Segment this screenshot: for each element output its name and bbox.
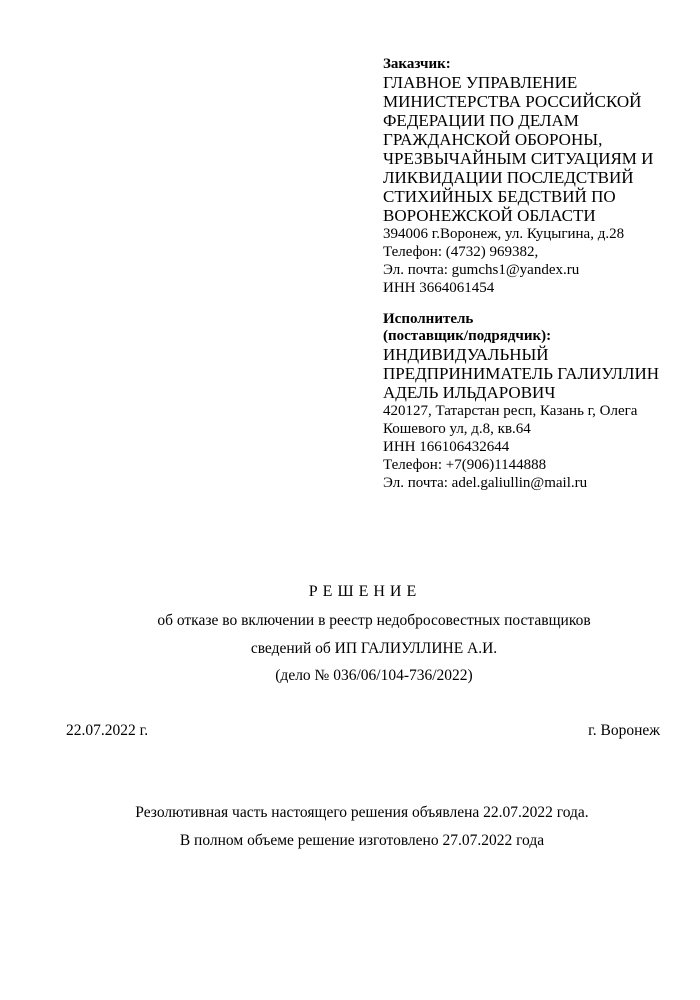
announced-note: Резолютивная часть настоящего решения объявлена 22.07.2022 года. bbox=[135, 804, 589, 821]
customer-email: Эл. почта: gumchs1@yandex.ru bbox=[383, 262, 580, 278]
contractor-email: Эл. почта: adel.galiullin@mail.ru bbox=[383, 475, 588, 491]
customer-name-line: ЧРЕЗВЫЧАЙНЫМ СИТУАЦИЯМ И bbox=[383, 149, 654, 168]
contractor-address: Кошевого ул, д.8, кв.64 bbox=[383, 421, 531, 437]
contractor-address: 420127, Татарстан респ, Казань г, Олега bbox=[383, 403, 638, 419]
prepared-note: В полном объеме решение изготовлено 27.07.2022 года bbox=[179, 832, 545, 849]
decision-title: РЕШЕНИЕ bbox=[308, 583, 422, 600]
customer-name-line: ГЛАВНОЕ УПРАВЛЕНИЕ bbox=[383, 73, 578, 92]
customer-name-line: ВОРОНЕЖСКОЙ ОБЛАСТИ bbox=[383, 206, 596, 225]
customer-name-line: ФЕДЕРАЦИИ ПО ДЕЛАМ bbox=[383, 111, 579, 130]
contractor-heading: Исполнитель bbox=[383, 311, 474, 327]
customer-inn: ИНН 3664061454 bbox=[383, 280, 495, 296]
customer-name-line: МИНИСТЕРСТВА РОССИЙСКОЙ bbox=[383, 92, 642, 111]
decision-date: 22.07.2022 г. bbox=[66, 722, 149, 739]
contractor-heading: (поставщик/подрядчик): bbox=[383, 328, 552, 344]
customer-name-line: СТИХИЙНЫХ БЕДСТВИЙ ПО bbox=[383, 187, 616, 206]
decision-subject: сведений об ИП ГАЛИУЛЛИНЕ А.И. bbox=[250, 640, 498, 657]
contractor-phone: Телефон: +7(906)1144888 bbox=[383, 457, 547, 473]
decision-city: г. Воронеж bbox=[588, 722, 660, 739]
contractor-block bbox=[383, 311, 683, 492]
contractor-name-line: ПРЕДПРИНИМАТЕЛЬ ГАЛИУЛЛИН bbox=[383, 364, 660, 383]
customer-address: 394006 г.Воронеж, ул. Куцыгина, д.28 bbox=[383, 226, 625, 242]
customer-name-line: ЛИКВИДАЦИИ ПОСЛЕДСТВИЙ bbox=[383, 168, 634, 187]
customer-phone: Телефон: (4732) 969382, bbox=[383, 244, 539, 260]
contractor-name-line: АДЕЛЬ ИЛЬДАРОВИЧ bbox=[383, 383, 556, 402]
customer-name-line: ГРАЖДАНСКОЙ ОБОРОНЫ, bbox=[383, 130, 603, 149]
customer-block bbox=[383, 56, 683, 297]
contractor-inn: ИНН 166106432644 bbox=[383, 439, 510, 455]
contractor-name-line: ИНДИВИДУАЛЬНЫЙ bbox=[383, 345, 549, 364]
decision-subtitle: об отказе во включении в реестр недобросовестных поставщиков bbox=[157, 612, 591, 629]
case-number: (дело № 036/06/104-736/2022) bbox=[275, 667, 473, 684]
customer-heading: Заказчик: bbox=[383, 56, 451, 72]
